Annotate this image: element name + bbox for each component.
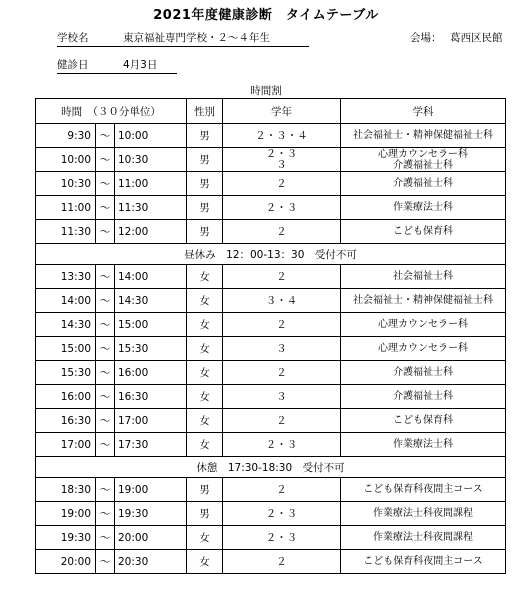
dept-cell-line: こども保育科	[393, 415, 454, 426]
gender-cell: 女	[187, 337, 223, 361]
grade-cell-line: ２・３・４	[255, 130, 308, 142]
start-time: 9:30	[36, 124, 96, 148]
dept-cell-line: 介護福祉士科	[393, 391, 454, 402]
time-tilde: ～	[96, 172, 115, 196]
date-underline	[57, 73, 177, 74]
grade-cell	[223, 124, 341, 148]
start-time: 16:00	[36, 385, 96, 409]
table-row	[36, 478, 506, 502]
header-grade: 学年	[223, 99, 341, 124]
table-row	[36, 337, 506, 361]
table-row	[36, 361, 506, 385]
school-value: 東京福祉専門学校・２～４年生	[123, 32, 270, 44]
gender-cell: 女	[187, 409, 223, 433]
dept-cell-line: 心理カウンセラー科	[378, 343, 469, 354]
table-row	[36, 220, 506, 244]
table-row	[36, 502, 506, 526]
end-time: 14:00	[115, 265, 187, 289]
time-tilde: ～	[96, 265, 115, 289]
table-row	[36, 550, 506, 574]
dept-cell-line: 作業療法士科	[393, 439, 454, 450]
table-row	[36, 265, 506, 289]
grade-cell	[223, 148, 341, 172]
time-tilde: ～	[96, 409, 115, 433]
timetable-body	[36, 124, 506, 574]
grade-cell-line: ２・３	[265, 532, 298, 544]
dept-cell	[341, 289, 506, 313]
dept-cell	[341, 385, 506, 409]
end-time: 19:00	[115, 478, 187, 502]
dept-cell	[341, 502, 506, 526]
header-dept: 学科	[341, 99, 506, 124]
time-tilde: ～	[96, 361, 115, 385]
date-value: 4月3日	[123, 59, 158, 71]
gender-cell: 女	[187, 433, 223, 457]
gender-cell: 女	[187, 361, 223, 385]
end-time: 16:30	[115, 385, 187, 409]
dept-cell-line: 作業療法士科夜間課程	[373, 508, 474, 519]
gender-cell: 男	[187, 478, 223, 502]
end-time: 15:00	[115, 313, 187, 337]
dept-cell	[341, 124, 506, 148]
dept-cell	[341, 265, 506, 289]
gender-cell: 男	[187, 124, 223, 148]
end-time: 10:30	[115, 148, 187, 172]
time-tilde: ～	[96, 385, 115, 409]
gender-cell: 女	[187, 385, 223, 409]
dept-cell	[341, 148, 506, 172]
time-tilde: ～	[96, 502, 115, 526]
dept-cell	[341, 313, 506, 337]
rest-break: 休憩 17:30-18:30 受付不可	[36, 457, 506, 478]
grade-cell-line: ３	[276, 343, 287, 355]
dept-cell-line: こども保育科夜間主コース	[363, 556, 483, 567]
table-row	[36, 313, 506, 337]
end-time: 17:00	[115, 409, 187, 433]
grade-cell-line: ２	[276, 484, 287, 496]
start-time: 20:00	[36, 550, 96, 574]
dept-cell-line: 心理カウンセラー科	[378, 148, 469, 160]
timetable-title: 時間割	[250, 85, 282, 97]
dept-cell-line: 社会福祉士・精神保健福祉士科	[353, 130, 494, 141]
time-tilde: ～	[96, 478, 115, 502]
end-time: 15:30	[115, 337, 187, 361]
start-time: 11:30	[36, 220, 96, 244]
gender-cell: 女	[187, 550, 223, 574]
grade-cell	[223, 526, 341, 550]
gender-cell: 女	[187, 265, 223, 289]
grade-cell-line: ３・４	[265, 295, 298, 307]
dept-cell	[341, 478, 506, 502]
grade-cell-line: ２	[276, 271, 287, 283]
time-tilde: ～	[96, 196, 115, 220]
grade-cell-line: ２・３	[265, 202, 298, 214]
table-row	[36, 385, 506, 409]
start-time: 17:00	[36, 433, 96, 457]
venue-value: 葛西区民館	[450, 32, 503, 44]
end-time: 11:30	[115, 196, 187, 220]
grade-cell	[223, 172, 341, 196]
table-row	[36, 526, 506, 550]
grade-cell	[223, 478, 341, 502]
end-time: 11:00	[115, 172, 187, 196]
dept-cell	[341, 220, 506, 244]
table-row	[36, 148, 506, 172]
table-row	[36, 289, 506, 313]
end-time: 16:00	[115, 361, 187, 385]
start-time: 15:30	[36, 361, 96, 385]
grade-cell	[223, 361, 341, 385]
table-row	[36, 433, 506, 457]
school-label: 学校名	[57, 32, 89, 44]
gender-cell: 女	[187, 313, 223, 337]
end-time: 17:30	[115, 433, 187, 457]
rest-break-row	[36, 457, 506, 478]
timetable	[35, 98, 506, 574]
gender-cell: 男	[187, 220, 223, 244]
dept-cell	[341, 550, 506, 574]
lunch-break-row	[36, 244, 506, 265]
dept-cell	[341, 526, 506, 550]
dept-cell	[341, 337, 506, 361]
end-time: 12:00	[115, 220, 187, 244]
dept-cell	[341, 361, 506, 385]
start-time: 16:30	[36, 409, 96, 433]
table-row	[36, 172, 506, 196]
start-time: 14:30	[36, 313, 96, 337]
grade-cell	[223, 337, 341, 361]
grade-cell-line: ２	[276, 367, 287, 379]
time-tilde: ～	[96, 289, 115, 313]
start-time: 13:30	[36, 265, 96, 289]
end-time: 20:00	[115, 526, 187, 550]
dept-cell-line: 介護福祉士科	[393, 367, 454, 378]
grade-cell-line: ２・３	[265, 508, 298, 520]
grade-cell	[223, 196, 341, 220]
table-row	[36, 409, 506, 433]
grade-cell-line: ２	[276, 226, 287, 238]
end-time: 19:30	[115, 502, 187, 526]
grade-cell	[223, 433, 341, 457]
grade-cell-line: ２	[276, 556, 287, 568]
dept-cell-line: 作業療法士科夜間課程	[373, 532, 474, 543]
grade-cell	[223, 265, 341, 289]
gender-cell: 男	[187, 172, 223, 196]
dept-cell-line: 介護福祉士科	[393, 159, 454, 171]
grade-cell	[223, 220, 341, 244]
dept-cell-line: こども保育科	[393, 226, 454, 237]
gender-cell: 女	[187, 289, 223, 313]
start-time: 18:30	[36, 478, 96, 502]
time-tilde: ～	[96, 313, 115, 337]
document-title: 2021年度健康診断 タイムテーブル	[153, 8, 379, 23]
grade-cell-line: ２・３	[265, 439, 298, 451]
dept-cell	[341, 409, 506, 433]
header-time: 時間 （３０分単位）	[36, 99, 187, 124]
time-tilde: ～	[96, 148, 115, 172]
end-time: 10:00	[115, 124, 187, 148]
start-time: 11:00	[36, 196, 96, 220]
date-label: 健診日	[57, 59, 89, 71]
start-time: 19:00	[36, 502, 96, 526]
grade-cell	[223, 313, 341, 337]
grade-cell-line: ２・３	[265, 147, 298, 160]
grade-cell	[223, 289, 341, 313]
table-header-row	[36, 99, 506, 124]
grade-cell	[223, 502, 341, 526]
dept-cell-line: こども保育科夜間主コース	[363, 484, 483, 495]
grade-cell-line: ３	[276, 391, 287, 403]
header-gender: 性別	[187, 99, 223, 124]
grade-cell-line: ２	[276, 415, 287, 427]
venue-label: 会場：	[410, 32, 442, 44]
dept-cell	[341, 172, 506, 196]
start-time: 10:00	[36, 148, 96, 172]
grade-cell	[223, 385, 341, 409]
dept-cell-line: 社会福祉士科	[393, 271, 454, 282]
start-time: 15:00	[36, 337, 96, 361]
gender-cell: 女	[187, 526, 223, 550]
time-tilde: ～	[96, 124, 115, 148]
dept-cell	[341, 196, 506, 220]
table-row	[36, 124, 506, 148]
time-tilde: ～	[96, 433, 115, 457]
gender-cell: 男	[187, 148, 223, 172]
start-time: 14:00	[36, 289, 96, 313]
start-time: 19:30	[36, 526, 96, 550]
time-tilde: ～	[96, 550, 115, 574]
end-time: 20:30	[115, 550, 187, 574]
lunch-break: 昼休み 12：00-13：30 受付不可	[36, 244, 506, 265]
table-row	[36, 196, 506, 220]
grade-cell	[223, 409, 341, 433]
grade-cell	[223, 550, 341, 574]
end-time: 14:30	[115, 289, 187, 313]
time-tilde: ～	[96, 220, 115, 244]
dept-cell-line: 作業療法士科	[393, 202, 454, 213]
dept-cell-line: 社会福祉士・精神保健福祉士科	[353, 295, 494, 306]
school-underline	[57, 46, 309, 47]
time-tilde: ～	[96, 526, 115, 550]
dept-cell-line: 心理カウンセラー科	[378, 319, 469, 330]
start-time: 10:30	[36, 172, 96, 196]
gender-cell: 男	[187, 196, 223, 220]
dept-cell	[341, 433, 506, 457]
grade-cell-line: ２	[276, 319, 287, 331]
time-tilde: ～	[96, 337, 115, 361]
grade-cell-line: ２	[276, 178, 287, 190]
grade-cell-line: ３	[276, 158, 287, 171]
dept-cell-line: 介護福祉士科	[393, 178, 454, 189]
gender-cell: 男	[187, 502, 223, 526]
